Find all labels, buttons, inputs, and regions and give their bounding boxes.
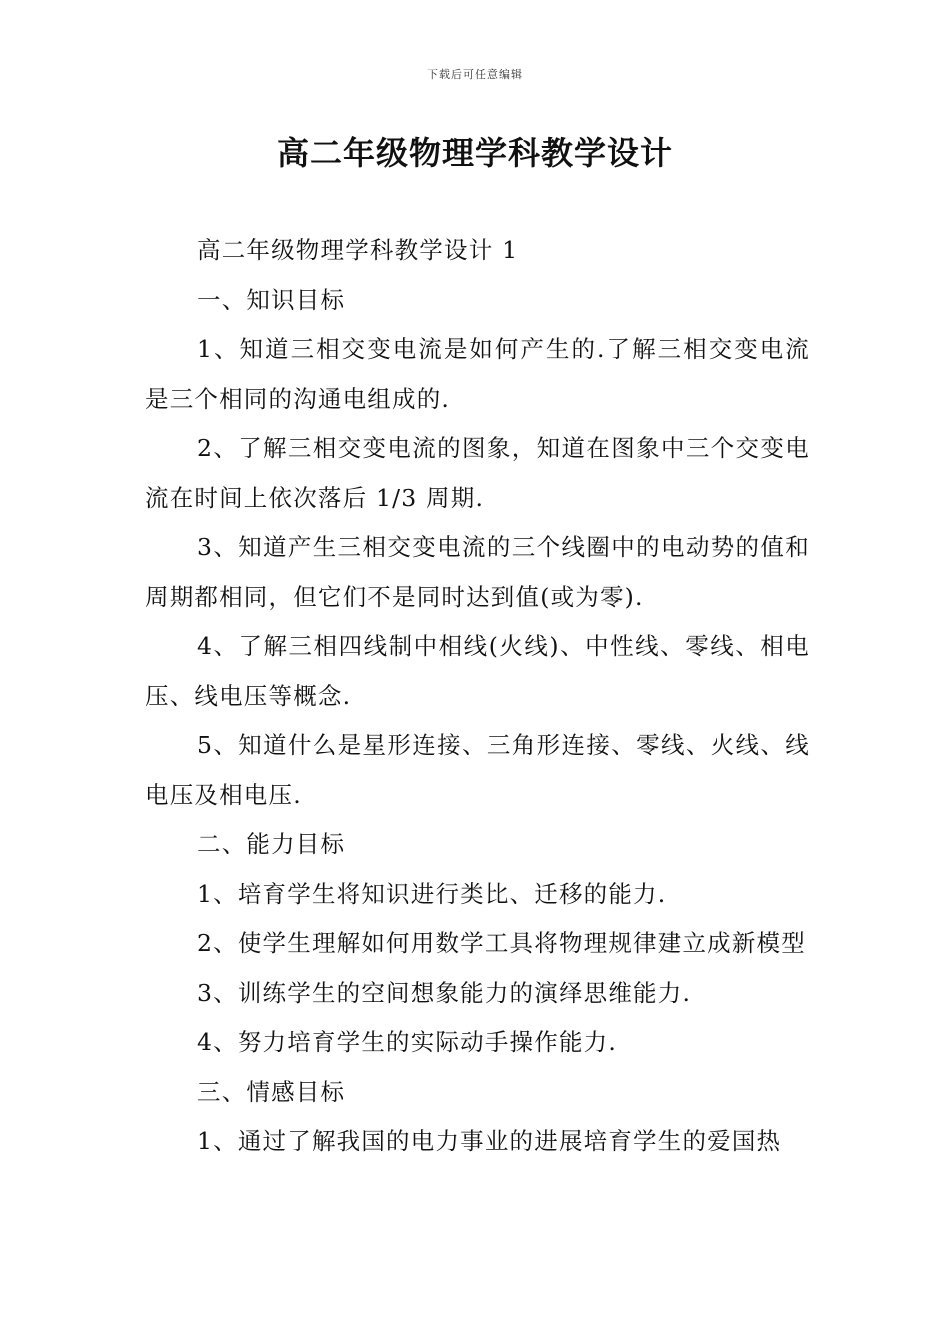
paragraph: 5、知道什么是星形连接、三角形连接、零线、火线、线电压及相电压. [145, 731, 810, 809]
paragraph: 3、训练学生的空间想象能力的演绎思维能力. [197, 978, 692, 1007]
paragraph: 1、知道三相交变电流是如何产生的.了解三相交变电流是三个相同的沟通电组成的. [145, 335, 810, 413]
document-title: 高二年级物理学科教学设计 [276, 134, 673, 172]
section-heading-ability: 二、能力目标 [197, 830, 346, 858]
paragraph: 4、了解三相四线制中相线(火线)、中性线、零线、相电压、线电压等概念. [145, 632, 810, 710]
section-subtitle: 高二年级物理学科教学设计 1 [197, 236, 519, 264]
paragraph: 1、通过了解我国的电力事业的进展培育学生的爱国热 [197, 1127, 782, 1155]
section-heading-knowledge: 一、知识目标 [197, 285, 346, 314]
section-heading-emotion: 三、情感目标 [197, 1077, 346, 1106]
paragraph: 2、使学生理解如何用数学工具将物理规律建立成新模型 [197, 929, 806, 957]
document-body [145, 226, 810, 1167]
paragraph: 3、知道产生三相交变电流的三个线圈中的电动势的值和周期都相同，但它们不是同时达到值(或为零). [145, 533, 810, 611]
header-note: 下载后可任意编辑 [427, 68, 523, 81]
paragraph: 4、努力培育学生的实际动手操作能力. [197, 1028, 618, 1056]
paragraph: 1、培育学生将知识进行类比、迁移的能力. [197, 879, 667, 908]
paragraph: 2、了解三相交变电流的图象，知道在图象中三个交变电流在时间上依次落后 1/3 周期. [145, 434, 810, 512]
